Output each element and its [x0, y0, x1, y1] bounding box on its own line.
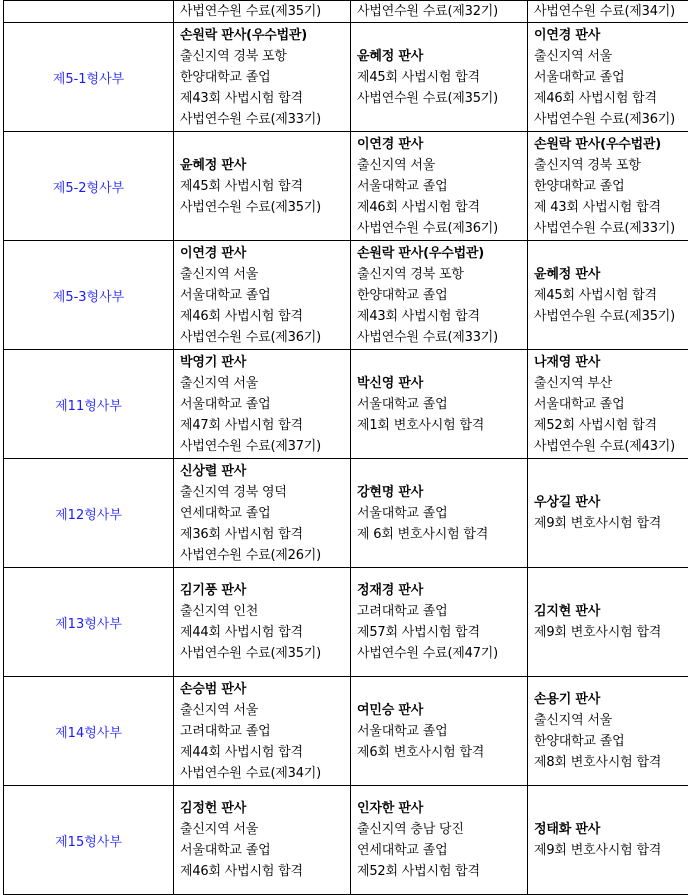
table-row	[4, 23, 688, 132]
judge-detail: 제47회 사법시험 합격	[180, 415, 350, 436]
judge-detail: 출신지역 경북 포항	[357, 264, 527, 285]
judge-cell	[351, 568, 528, 677]
judge-detail: 제9회 변호사시험 합격	[534, 513, 688, 534]
judge-detail: 제45회 사법시험 합격	[534, 285, 688, 306]
judge-cell	[174, 241, 351, 350]
judge-detail: 제46회 사법시험 합격	[357, 197, 527, 218]
judge-detail: 제 43회 사법시험 합격	[534, 197, 688, 218]
judge-detail: 제45회 사법시험 합격	[180, 176, 350, 197]
judge-detail: 서울대학교 졸업	[534, 67, 688, 88]
judge-detail: 연세대학교 졸업	[357, 840, 527, 861]
judge-detail: 출신지역 경북 영덕	[180, 482, 350, 503]
table-row	[4, 786, 688, 895]
judge-cell	[528, 786, 688, 895]
judge-detail: 제46회 사법시험 합격	[534, 88, 688, 109]
judge-detail: 출신지역 부산	[534, 373, 688, 394]
judge-name: 손원락 판사(우수법관)	[534, 134, 688, 155]
judge-cell	[528, 132, 688, 241]
judge-detail: 제45회 사법시험 합격	[357, 67, 527, 88]
judge-detail: 연세대학교 졸업	[180, 503, 350, 524]
judge-cell	[174, 23, 351, 132]
judge-cell	[174, 459, 351, 568]
dept-name: 제11형사부	[4, 350, 174, 459]
judge-cell	[528, 1, 688, 23]
judge-cell	[351, 350, 528, 459]
judge-cell	[174, 1, 351, 23]
dept-name: 제5-1형사부	[4, 23, 174, 132]
judge-detail: 서울대학교 졸업	[534, 394, 688, 415]
judge-name: 신상렬 판사	[180, 461, 350, 482]
judge-cell	[174, 568, 351, 677]
table-row	[4, 350, 688, 459]
judge-cell	[174, 677, 351, 786]
judge-name: 나재영 판사	[534, 352, 688, 373]
judge-detail: 출신지역 서울	[180, 373, 350, 394]
judge-detail: 제57회 사법시험 합격	[357, 622, 527, 643]
judge-cell	[174, 786, 351, 895]
judge-name: 박영기 판사	[180, 352, 350, 373]
judge-detail: 사법연수원 수료(제35기)	[180, 643, 350, 664]
dept-name: 제5-2형사부	[4, 132, 174, 241]
judge-detail: 사법연수원 수료(제34기)	[534, 1, 688, 22]
judge-detail: 사법연수원 수료(제43기)	[534, 436, 688, 457]
judge-name: 손원락 판사(우수법관)	[180, 25, 350, 46]
judge-name: 이연경 판사	[534, 25, 688, 46]
judge-name: 박신영 판사	[357, 373, 527, 394]
judge-cell	[528, 677, 688, 786]
judge-detail: 고려대학교 졸업	[180, 721, 350, 742]
judge-detail: 출신지역 충남 당진	[357, 819, 527, 840]
judge-detail: 출신지역 서울	[180, 819, 350, 840]
judge-detail: 출신지역 서울	[357, 155, 527, 176]
judge-detail: 출신지역 경북 포항	[534, 155, 688, 176]
judge-detail: 제44회 사법시험 합격	[180, 742, 350, 763]
judge-cell	[351, 786, 528, 895]
judge-detail: 제1회 변호사시험 합격	[357, 415, 527, 436]
judge-detail: 사법연수원 수료(제35기)	[534, 306, 688, 327]
judge-cell	[174, 132, 351, 241]
judge-detail: 출신지역 서울	[180, 700, 350, 721]
judge-detail: 제43회 사법시험 합격	[180, 88, 350, 109]
judge-cell	[174, 350, 351, 459]
judge-detail: 서울대학교 졸업	[357, 394, 527, 415]
judge-name: 정재경 판사	[357, 580, 527, 601]
judge-detail: 제8회 변호사시험 합격	[534, 752, 688, 773]
judges-table	[3, 0, 688, 895]
judge-detail: 제46회 사법시험 합격	[180, 306, 350, 327]
judge-detail: 사법연수원 수료(제33기)	[534, 218, 688, 239]
judge-name: 강현명 판사	[357, 482, 527, 503]
dept-cell-empty	[4, 1, 174, 23]
judge-name: 정태화 판사	[534, 819, 688, 840]
judge-detail: 사법연수원 수료(제36기)	[180, 327, 350, 348]
judge-detail: 출신지역 서울	[534, 46, 688, 67]
judge-detail: 제52회 사법시험 합격	[357, 861, 527, 882]
judge-name: 여민승 판사	[357, 700, 527, 721]
judge-cell	[528, 241, 688, 350]
table-row	[4, 677, 688, 786]
judge-detail: 제6회 변호사시험 합격	[357, 742, 527, 763]
judge-detail: 한양대학교 졸업	[534, 176, 688, 197]
judge-name: 인자한 판사	[357, 798, 527, 819]
judge-cell	[351, 677, 528, 786]
judge-cell	[528, 568, 688, 677]
judge-cell	[351, 459, 528, 568]
judge-name: 손용기 판사	[534, 689, 688, 710]
judge-name: 이연경 판사	[357, 134, 527, 155]
judge-name: 김정헌 판사	[180, 798, 350, 819]
judge-name: 김기풍 판사	[180, 580, 350, 601]
judge-detail: 사법연수원 수료(제32기)	[357, 1, 527, 22]
judge-detail: 사법연수원 수료(제35기)	[180, 1, 350, 22]
dept-name: 제13형사부	[4, 568, 174, 677]
judge-detail: 사법연수원 수료(제35기)	[357, 88, 527, 109]
judge-name: 윤혜정 판사	[180, 155, 350, 176]
judge-detail: 제 6회 변호사시험 합격	[357, 524, 527, 545]
judge-detail: 한양대학교 졸업	[357, 285, 527, 306]
judge-detail: 한양대학교 졸업	[534, 731, 688, 752]
judge-detail: 사법연수원 수료(제37기)	[180, 436, 350, 457]
judge-detail: 사법연수원 수료(제36기)	[357, 218, 527, 239]
judge-detail: 사법연수원 수료(제33기)	[180, 109, 350, 130]
judge-detail: 사법연수원 수료(제47기)	[357, 643, 527, 664]
judge-detail: 서울대학교 졸업	[180, 285, 350, 306]
judge-cell	[528, 350, 688, 459]
judge-detail: 제46회 사법시험 합격	[180, 861, 350, 882]
judge-cell	[528, 23, 688, 132]
judge-detail: 제36회 사법시험 합격	[180, 524, 350, 545]
table-row-continued	[4, 1, 688, 23]
judge-cell	[528, 459, 688, 568]
table-row	[4, 241, 688, 350]
judge-name: 김지현 판사	[534, 601, 688, 622]
table-row	[4, 132, 688, 241]
judge-name: 손원락 판사(우수법관)	[357, 243, 527, 264]
dept-name: 제12형사부	[4, 459, 174, 568]
judge-name: 윤혜정 판사	[357, 46, 527, 67]
judge-detail: 사법연수원 수료(제26기)	[180, 545, 350, 566]
judge-detail: 서울대학교 졸업	[357, 176, 527, 197]
judge-name: 윤혜정 판사	[534, 264, 688, 285]
judge-detail: 한양대학교 졸업	[180, 67, 350, 88]
table-row	[4, 568, 688, 677]
judge-detail: 사법연수원 수료(제34기)	[180, 763, 350, 784]
judge-detail: 서울대학교 졸업	[180, 840, 350, 861]
judge-detail: 출신지역 인천	[180, 601, 350, 622]
judge-detail: 서울대학교 졸업	[357, 503, 527, 524]
judge-detail: 서울대학교 졸업	[357, 721, 527, 742]
judge-detail: 제52회 사법시험 합격	[534, 415, 688, 436]
judge-name: 우상길 판사	[534, 492, 688, 513]
judge-cell	[351, 1, 528, 23]
judge-detail: 출신지역 서울	[534, 710, 688, 731]
judge-detail: 고려대학교 졸업	[357, 601, 527, 622]
judge-detail: 사법연수원 수료(제36기)	[534, 109, 688, 130]
judge-detail: 출신지역 서울	[180, 264, 350, 285]
dept-name: 제14형사부	[4, 677, 174, 786]
judge-cell	[351, 132, 528, 241]
judge-name: 손승범 판사	[180, 679, 350, 700]
dept-name: 제15형사부	[4, 786, 174, 895]
judge-detail: 출신지역 경북 포항	[180, 46, 350, 67]
judge-detail: 사법연수원 수료(제35기)	[180, 197, 350, 218]
judge-name: 이연경 판사	[180, 243, 350, 264]
judge-cell	[351, 241, 528, 350]
dept-name: 제5-3형사부	[4, 241, 174, 350]
judge-detail: 제44회 사법시험 합격	[180, 622, 350, 643]
judge-detail: 제43회 사법시험 합격	[357, 306, 527, 327]
judge-detail: 제9회 변호사시험 합격	[534, 622, 688, 643]
judge-detail: 사법연수원 수료(제33기)	[357, 327, 527, 348]
judge-detail: 서울대학교 졸업	[180, 394, 350, 415]
judge-cell	[351, 23, 528, 132]
table-row	[4, 459, 688, 568]
judge-detail: 제9회 변호사시험 합격	[534, 840, 688, 861]
